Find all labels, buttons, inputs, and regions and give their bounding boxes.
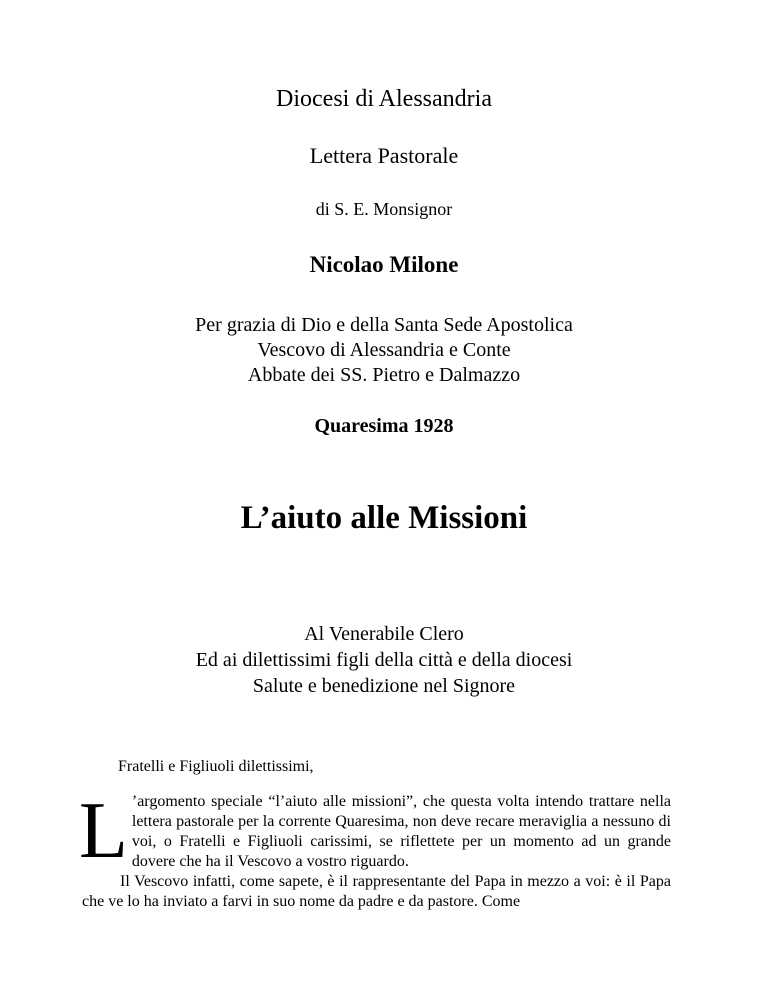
diocese-heading: Diocesi di Alessandria — [276, 86, 492, 112]
dedication-block — [0, 621, 768, 699]
grace-line: Per grazia di Dio e della Santa Sede Apostolica — [195, 314, 573, 336]
author-prefix: di S. E. Monsignor — [315, 199, 453, 219]
dedication-line: Al Venerabile Clero — [304, 623, 464, 645]
drop-cap: L — [79, 787, 128, 875]
author-name: Nicolao Milone — [309, 252, 459, 277]
body-text — [79, 787, 671, 912]
grace-line: Abbate dei SS. Pietro e Dalmazzo — [247, 364, 521, 386]
letter-title: L’aiuto alle Missioni — [240, 500, 528, 536]
grace-block — [0, 313, 768, 388]
occasion-heading: Quaresima 1928 — [314, 415, 454, 437]
paragraph: Il Vescovo infatti, come sapete, è il rappresentante del Papa in mezzo a voi: è il Papa che ve lo ha inviato a farvi in suo nome da padre e da pastore. Come — [82, 873, 671, 910]
dedication-line: Ed ai dilettissimi figli della città e della diocesi — [195, 649, 573, 671]
paragraph-text: ’argomento speciale “l’aiuto alle missioni”, che questa volta intendo trattare nella lettera pastorale per la corrente Quaresima, non deve recare meraviglia a nessuno di voi, o Fratelli e Figliuoli carissimi, se riflettete per un momento ad un grande dovere che ha il Vescovo a vostro riguardo. — [131, 793, 671, 870]
dedication-line: Salute e benedizione nel Signore — [252, 675, 516, 697]
document-type: Lettera Pastorale — [309, 143, 459, 168]
greeting: Fratelli e Figliuoli dilettissimi, — [118, 758, 314, 775]
paragraph — [79, 787, 671, 875]
grace-line: Vescovo di Alessandria e Conte — [257, 339, 511, 361]
